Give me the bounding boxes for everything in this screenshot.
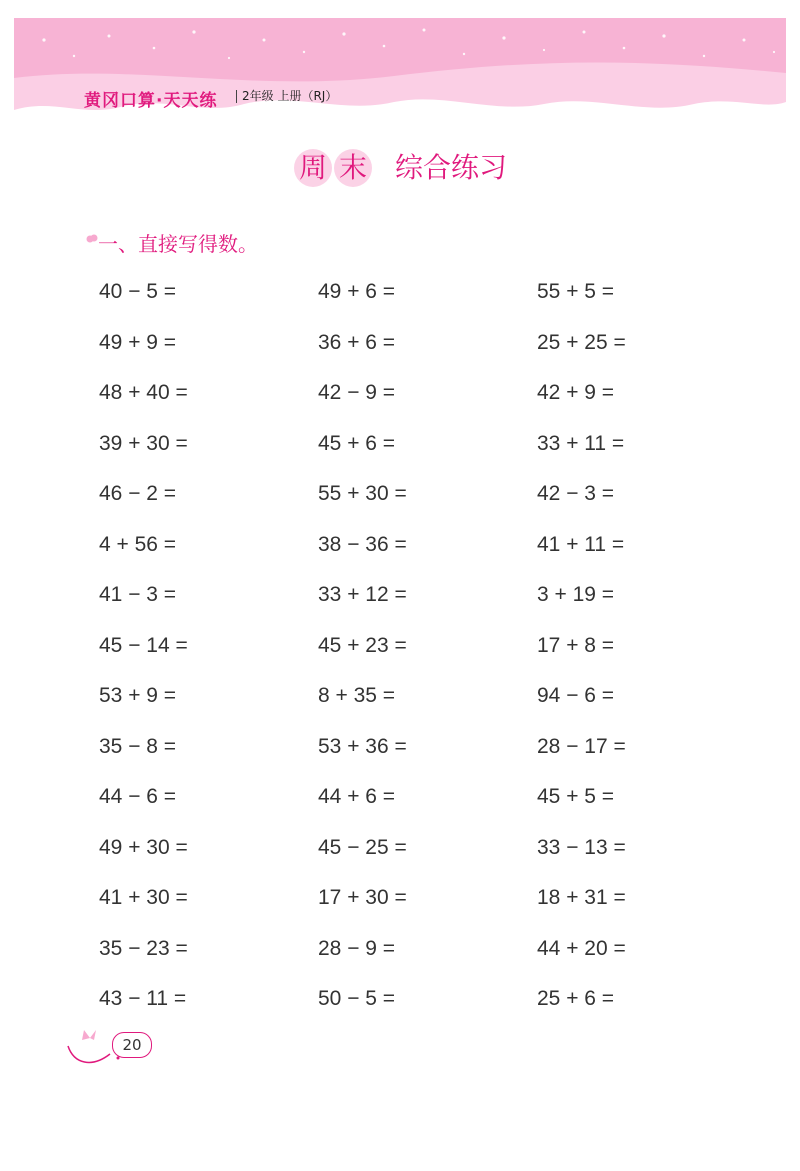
problem-item: 49 + 6 = <box>318 280 396 303</box>
banner-graphic <box>14 18 786 130</box>
title-char-1: 周 <box>294 149 332 187</box>
problem-item: 38 − 36 = <box>318 532 407 556</box>
problem-row <box>0 785 800 815</box>
problem-item: 18 + 31 = <box>537 886 626 909</box>
problem-item: 48 + 40 = <box>99 381 188 404</box>
section-heading: 一、直接写得数。 <box>98 232 258 256</box>
problem-item: 42 + 9 = <box>537 381 615 404</box>
problem-row <box>0 886 800 916</box>
title-char-2: 末 <box>334 149 372 187</box>
problem-row <box>0 836 800 866</box>
problem-item: 53 + 9 = <box>99 684 177 707</box>
problem-row <box>0 987 800 1017</box>
problem-item: 41 + 11 = <box>537 532 625 556</box>
problem-item: 3 + 19 = <box>537 583 615 606</box>
problem-item: 94 − 6 = <box>537 684 615 707</box>
problem-item: 45 − 25 = <box>318 835 407 859</box>
header-banner <box>14 18 786 130</box>
problem-item: 8 + 35 = <box>318 684 396 707</box>
problem-item: 33 − 13 = <box>537 835 626 859</box>
problem-item: 41 − 3 = <box>99 583 177 606</box>
page-number: 20 <box>112 1032 152 1058</box>
page-footer <box>62 1024 162 1074</box>
problem-item: 44 − 6 = <box>99 785 177 808</box>
problem-item: 25 + 6 = <box>537 987 615 1010</box>
problem-row <box>0 280 800 310</box>
brand-name: 黄冈口算·天天练 <box>84 91 218 111</box>
problem-item: 25 + 25 = <box>537 330 626 354</box>
problem-item: 35 − 23 = <box>99 936 188 960</box>
problem-item: 45 + 5 = <box>537 785 615 808</box>
problem-item: 33 + 12 = <box>318 583 407 606</box>
problem-item: 43 − 11 = <box>99 987 187 1010</box>
problem-row <box>0 482 800 512</box>
problem-item: 45 − 14 = <box>99 633 188 657</box>
problem-item: 41 + 30 = <box>99 886 188 909</box>
problem-item: 45 + 23 = <box>318 633 407 657</box>
problem-item: 17 + 30 = <box>318 886 407 909</box>
problem-row <box>0 583 800 613</box>
problem-row <box>0 684 800 714</box>
problem-row <box>0 381 800 411</box>
problem-item: 40 − 5 = <box>99 280 177 303</box>
problem-item: 33 + 11 = <box>537 431 625 455</box>
problem-row <box>0 331 800 361</box>
problem-item: 28 − 9 = <box>318 936 396 960</box>
problem-row <box>0 634 800 664</box>
problem-item: 49 + 30 = <box>99 835 188 859</box>
problem-item: 35 − 8 = <box>99 734 177 758</box>
problem-item: 44 + 20 = <box>537 936 626 960</box>
page-title <box>0 146 800 187</box>
problem-item: 45 + 6 = <box>318 431 396 455</box>
problem-item: 53 + 36 = <box>318 734 407 758</box>
problem-item: 49 + 9 = <box>99 330 177 354</box>
problem-item: 46 − 2 = <box>99 482 177 505</box>
problem-item: 42 − 9 = <box>318 381 396 404</box>
problem-row <box>0 937 800 967</box>
problem-item: 42 − 3 = <box>537 482 615 505</box>
grade-label: 2年级 上册（RJ） <box>236 90 337 103</box>
problem-item: 39 + 30 = <box>99 431 188 455</box>
problem-row <box>0 432 800 462</box>
title-text: 综合练习 <box>394 151 507 184</box>
problem-item: 55 + 30 = <box>318 482 407 505</box>
problem-item: 28 − 17 = <box>537 734 626 758</box>
problem-item: 50 − 5 = <box>318 987 396 1010</box>
problem-item: 55 + 5 = <box>537 280 615 303</box>
problem-item: 4 + 56 = <box>99 532 177 556</box>
problem-row <box>0 735 800 765</box>
problem-item: 36 + 6 = <box>318 330 396 354</box>
cloud-bullet-icon <box>86 232 98 244</box>
problem-item: 44 + 6 = <box>318 785 396 808</box>
problem-item: 17 + 8 = <box>537 633 615 657</box>
problem-row <box>0 533 800 563</box>
